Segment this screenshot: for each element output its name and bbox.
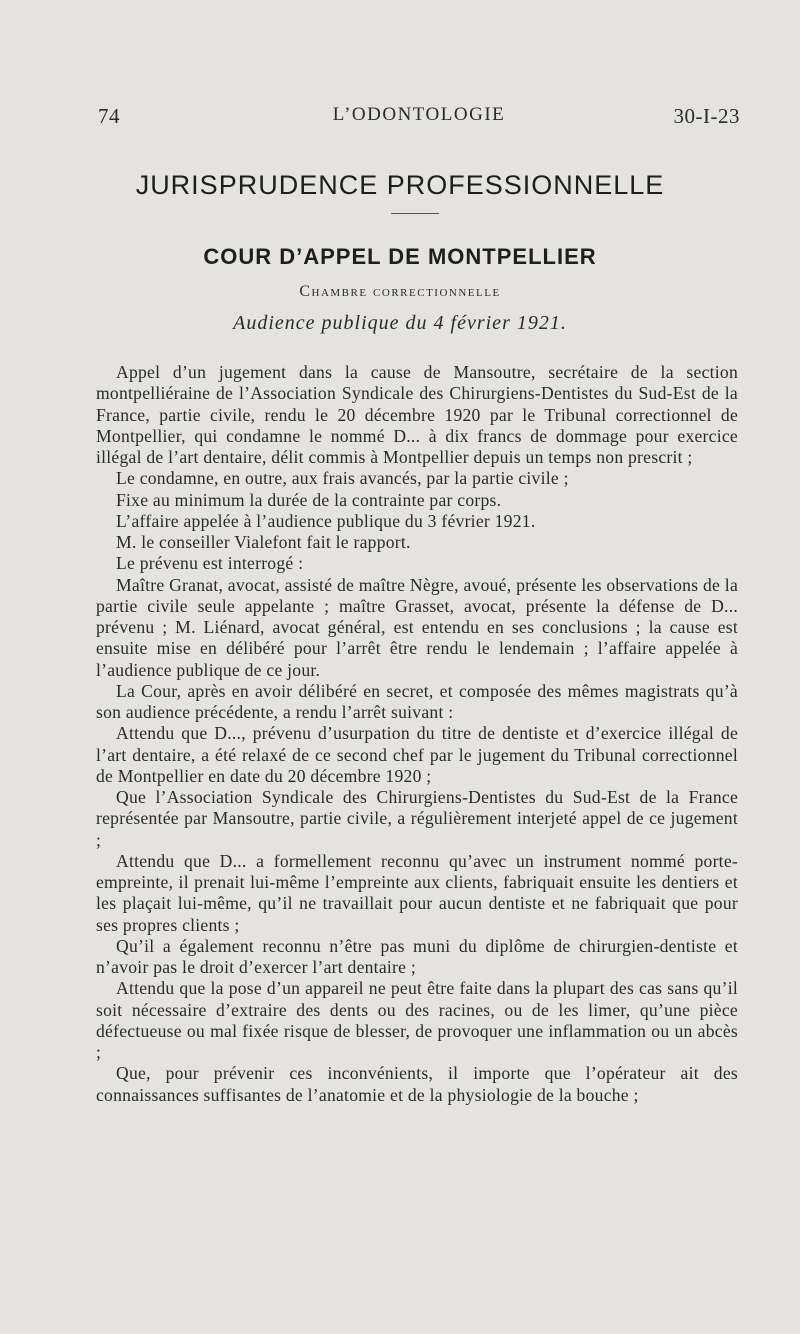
running-header [98,104,740,132]
court-heading: COUR D’APPEL DE MONTPELLIER [203,244,597,269]
title-divider [391,213,439,214]
paragraph: Appel d’un jugement dans la cause de Mansoutre, secrétaire de la section montpelliéraine de l’Association Syndicale des Chirurgiens-Dentistes du Sud-Est de la France, partie civile, rendu le 20 décembre 1920 par le Tribunal correctionnel de Montpellier, qui condamne le nommé D... à dix francs de dommage pour exercice illégal de l’art dentaire, délit commis à Montpellier depuis un temps non prescrit ; [96,362,738,467]
journal-title: L’ODONTOLOGIE [332,104,506,125]
paragraph: Que l’Association Syndicale des Chirurgiens-Dentistes du Sud-Est de la France représentée par Mansoutre, partie civile, a régulièrement interjeté appel de ce jugement ; [96,787,738,850]
issue-date: 30-I-23 [673,104,740,128]
paragraph: L’affaire appelée à l’audience publique du 3 février 1921. [116,510,536,531]
paragraph: Attendu que D... a formellement reconnu qu’avec un instrument nommé porte-empreinte, il prenait lui-même l’empreinte aux clients, fabriquait ensuite les dentiers et les plaçait lui-même, qu’il ne travaillait pour aucun dentiste et ne fabriquait que pour ses propres clients ; [96,850,738,935]
paragraph: Attendu que la pose d’un appareil ne peut être faite dans la plupart des cas sans qu’il soit nécessaire d’extraire des dents ou des racines, ou de les limer, qu’une pièce défectueuse ou mal fixée risque de blesser, de provoquer une inflammation ou un abcès ; [96,978,738,1062]
body-text [96,362,738,1106]
paragraph: M. le conseiller Vialefont fait le rapport. [116,532,411,552]
paragraph: La Cour, après en avoir délibéré en secret, et composée des mêmes magistrats qu’à son audience précédente, a rendu l’arrêt suivant : [96,680,738,722]
chamber-heading: Chambre correctionnelle [299,283,501,300]
paragraph: Maître Granat, avocat, assisté de maître Nègre, avoué, présente les observations de la partie civile seule appelante ; maître Grasset, avocat, présente la défense de D... prévenu ; M. Liénard, avocat général, est entendu en ses conclusions ; la cause est ensuite mise en délibéré pour l’arrêt être rendu le lendemain ; l’affaire appelée à l’audience publique de ce jour. [96,574,738,680]
paragraph: Le prévenu est interrogé : [116,553,304,574]
paragraph: Attendu que D..., prévenu d’usurpation du titre de dentiste et d’exercice illégal de l’art dentaire, a été relaxé de ce second chef par le jugement du Tribunal correctionnel de Montpellier en date du 20 décembre 1920 ; [96,723,738,786]
page-number: 74 [98,104,120,128]
paragraph: Que, pour prévenir ces inconvénients, il importe que l’opérateur ait des connaissances suffisantes de l’anatomie et de la physiologie de la bouche ; [96,1063,738,1105]
paragraph: Le condamne, en outre, aux frais avancés, par la partie civile ; [116,468,569,489]
paragraph: Qu’il a également reconnu n’être pas muni du diplôme de chirurgien-dentiste et n’avoir pas le droit d’exercer l’art dentaire ; [96,935,738,977]
section-title: JURISPRUDENCE PROFESSIONNELLE [135,170,665,200]
hearing-heading: Audience publique du 4 février 1921. [233,312,567,334]
paragraph: Fixe au minimum la durée de la contrainte par corps. [116,489,502,510]
